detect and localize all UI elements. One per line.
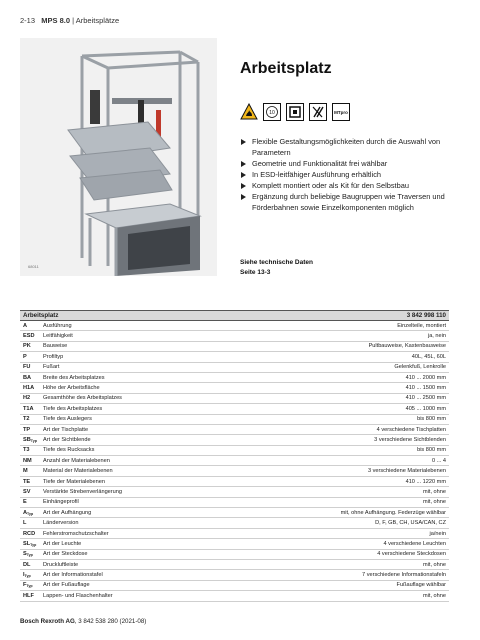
spec-code	[20, 447, 43, 453]
spec-row	[20, 435, 449, 445]
spec-value: 40L, 45L, 60L	[411, 353, 446, 360]
spec-code	[20, 541, 43, 547]
spec-code	[20, 551, 43, 557]
spec-name: Art der Steckdose	[43, 551, 88, 558]
esd-warning-icon	[240, 103, 258, 121]
spec-name: Einhängeprofil	[43, 499, 79, 506]
spec-code-text: T2	[23, 416, 30, 423]
spec-code	[20, 520, 43, 526]
spec-row	[20, 342, 449, 352]
page-reference: 2-13	[20, 16, 36, 25]
spec-code-text: SV	[23, 488, 31, 495]
spec-name: Art der Informationstafel	[43, 572, 103, 579]
spec-name: Tiefe des Arbeitsplatzes	[43, 405, 103, 412]
spec-code-subscript: Typ	[24, 574, 31, 579]
spec-code	[20, 364, 43, 370]
mtpro-label: MTpro	[334, 110, 348, 115]
spec-value: Fußauflage wählbar	[396, 582, 446, 589]
product-name: MPS 8.0	[41, 16, 71, 25]
spec-code	[20, 354, 43, 360]
spec-name: Art der Fußauflage	[43, 582, 90, 589]
spec-table	[20, 310, 449, 602]
spec-code	[20, 458, 43, 464]
spec-name: Tiefe der Materialebenen	[43, 478, 105, 485]
spec-code-text: L	[23, 520, 27, 527]
reference-line-1: Siehe technische Daten	[240, 259, 313, 266]
spec-code-subscript: Typ	[30, 542, 37, 547]
spec-code-text: A	[23, 509, 28, 516]
spec-row	[20, 321, 449, 331]
spec-code	[20, 479, 43, 485]
spec-name: Leitfähigkeit	[43, 333, 73, 340]
spec-value: mit, ohne	[422, 592, 446, 599]
technical-data-reference	[240, 258, 313, 277]
spec-code	[20, 489, 43, 495]
spec-row	[20, 529, 449, 539]
footer-document: , 3 842 538 280 (2021-08)	[74, 618, 147, 625]
spec-value: 405 ... 1000 mm	[405, 405, 446, 412]
spec-code-subscript: Typ	[26, 584, 33, 589]
spec-name: Länderversion	[43, 520, 79, 527]
spec-name: Bauweise	[43, 343, 68, 350]
feature-icons	[240, 103, 350, 121]
spec-row	[20, 591, 449, 601]
spec-code-text: BA	[23, 374, 32, 381]
spec-value: 4 verschiedene Steckdosen	[377, 551, 446, 558]
feature-item: Komplett montiert oder als Kit für den Selbstbau	[240, 180, 465, 191]
workstation-illustration	[20, 38, 217, 276]
spec-table-title: Arbeitsplatz	[23, 312, 59, 319]
spec-row	[20, 487, 449, 497]
spec-name: Art der Tischplatte	[43, 426, 89, 433]
spec-table-body	[20, 321, 449, 602]
mtpro-icon	[332, 103, 350, 121]
spec-value: Einzelteile, montiert	[397, 322, 446, 329]
spec-code-subscript: Typ	[30, 438, 37, 443]
spec-code	[20, 468, 43, 474]
spec-code-text: RCD	[23, 530, 36, 537]
spec-code-text: F	[23, 582, 27, 589]
spec-row	[20, 352, 449, 362]
spec-row	[20, 363, 449, 373]
feature-item: Ergänzung durch beliebige Baugruppen wie Traversen und Förderbahnen sowie Einzelkomponenten möglich	[240, 191, 465, 213]
page-footer	[20, 618, 146, 625]
spec-value: mit, ohne	[422, 561, 446, 568]
profile-frame-icon	[286, 103, 304, 121]
spec-code-text: M	[23, 468, 28, 475]
spec-name: Profiltyp	[43, 353, 64, 360]
spec-name: Gesamthöhe des Arbeitsplatzes	[43, 395, 122, 402]
spec-row	[20, 425, 449, 435]
spec-code	[20, 323, 43, 329]
spec-row	[20, 383, 449, 393]
spec-code-subscript: Typ	[27, 511, 34, 516]
reference-line-2: Seite 13-3	[240, 268, 271, 276]
spec-value: 410 ... 2000 mm	[405, 374, 446, 381]
spec-name: Art der Leuchte	[43, 540, 82, 547]
spec-name: Material der Materialebenen	[43, 468, 113, 475]
spec-name: Ausführung	[43, 322, 72, 329]
spec-code-text: TE	[23, 478, 31, 485]
page-header	[20, 16, 119, 25]
part-number: 3 842 998 110	[406, 312, 446, 319]
spec-code	[20, 385, 43, 391]
page-title: Arbeitsplatz	[240, 60, 332, 77]
spec-code-text: FU	[23, 364, 31, 371]
spec-row	[20, 498, 449, 508]
spec-name: Tiefe des Rucksacks	[43, 447, 95, 454]
spec-value: ja, nein	[427, 333, 446, 340]
spec-value: 410 ... 1220 mm	[405, 478, 446, 485]
spec-value: 7 verschiedene Informationstafeln	[362, 572, 446, 579]
spec-value: bis 800 mm	[417, 447, 446, 454]
spec-value: 0 ... 4	[432, 457, 446, 464]
spec-name: Druckluftleiste	[43, 561, 79, 568]
spec-name: Tiefe des Auslegers	[43, 416, 92, 423]
spec-name: Fehlerstromschutzschalter	[43, 530, 109, 537]
spec-code-text: SL	[23, 540, 31, 547]
spec-code-text: T1A	[23, 405, 34, 412]
spec-code	[20, 333, 43, 339]
spec-code	[20, 499, 43, 505]
spec-value: 410 ... 1500 mm	[405, 385, 446, 392]
spec-code-text: NM	[23, 457, 32, 464]
spec-row	[20, 466, 449, 476]
spec-code	[20, 416, 43, 422]
spec-code	[20, 593, 43, 599]
image-code: 68011	[28, 264, 39, 269]
spec-code-text: SB	[23, 436, 31, 443]
tools-icon	[309, 103, 327, 121]
workstation-image	[20, 38, 217, 276]
spec-code-text: H1A	[23, 385, 35, 392]
spec-value: mit, ohne	[422, 499, 446, 506]
spec-code	[20, 437, 43, 443]
spec-value: 4 verschiedene Leuchten	[383, 540, 446, 547]
spec-code	[20, 582, 43, 588]
spec-code-text: E	[23, 499, 27, 506]
rotation-10-icon	[263, 103, 281, 121]
spec-row	[20, 394, 449, 404]
spec-name: Breite des Arbeitsplatzes	[43, 374, 105, 381]
spec-name: Art der Sichtblende	[43, 436, 91, 443]
spec-row	[20, 373, 449, 383]
spec-value: bis 800 mm	[417, 416, 446, 423]
spec-value: 4 verschiedene Tischplatten	[376, 426, 446, 433]
spec-row	[20, 446, 449, 456]
spec-code	[20, 375, 43, 381]
spec-value: Pultbauweise, Kastenbauweise	[368, 343, 446, 350]
section-name: Arbeitsplätze	[75, 16, 120, 25]
spec-row	[20, 456, 449, 466]
rotation-label: 10	[269, 110, 275, 116]
spec-row	[20, 518, 449, 528]
spec-name: Fußart	[43, 364, 60, 371]
spec-row	[20, 415, 449, 425]
spec-code-text: S	[23, 551, 27, 558]
spec-code-text: TP	[23, 426, 31, 433]
spec-value: 410 ... 2500 mm	[405, 395, 446, 402]
spec-code-text: H2	[23, 395, 31, 402]
spec-value: ja/nein	[429, 530, 446, 537]
spec-row	[20, 508, 449, 518]
spec-code	[20, 531, 43, 537]
spec-code	[20, 572, 43, 578]
spec-value: 3 verschiedene Sichtblenden	[374, 436, 446, 443]
feature-list	[240, 136, 465, 213]
spec-value: mit, ohne Aufhängung. Federzüge wählbar	[340, 509, 446, 516]
spec-name: Lappen- und Flaschenhalter	[43, 592, 113, 599]
spec-name: Anzahl der Materialebenen	[43, 457, 110, 464]
feature-item: Flexible Gestaltungsmöglichkeiten durch die Auswahl von Parametern	[240, 136, 465, 158]
feature-item: In ESD-leitfähiger Ausführung erhältlich	[240, 169, 465, 180]
spec-code	[20, 395, 43, 401]
spec-code	[20, 406, 43, 412]
spec-code-text: PK	[23, 343, 31, 350]
spec-name: Verstärkte Strebenverlängerung	[43, 488, 122, 495]
spec-value: 3 verschiedene Materialebenen	[367, 468, 446, 475]
spec-code-subscript: Typ	[26, 553, 33, 558]
spec-row	[20, 331, 449, 341]
spec-code-text: A	[23, 322, 28, 329]
footer-company: Bosch Rexroth AG	[20, 618, 75, 625]
spec-name: Höhe der Arbeitsfläche	[43, 385, 100, 392]
spec-table-header	[20, 310, 449, 321]
spec-code-text: DL	[23, 561, 31, 568]
spec-row	[20, 570, 449, 580]
feature-item: Geometrie und Funktionalität frei wählbar	[240, 158, 465, 169]
spec-code-text: T3	[23, 447, 30, 454]
header-separator: |	[72, 16, 75, 25]
spec-row	[20, 404, 449, 414]
spec-code	[20, 343, 43, 349]
spec-row	[20, 560, 449, 570]
spec-code-text: P	[23, 353, 27, 360]
spec-code	[20, 562, 43, 568]
spec-value: D, F, GB, CH, USA/CAN, CZ	[375, 520, 446, 527]
spec-code-text: I	[23, 572, 25, 579]
spec-row	[20, 581, 449, 591]
spec-name: Art der Aufhängung	[43, 509, 92, 516]
spec-row	[20, 550, 449, 560]
spec-code	[20, 510, 43, 516]
spec-code-text: HLF	[23, 592, 34, 599]
spec-value: mit, ohne	[422, 488, 446, 495]
spec-code-text: ESD	[23, 333, 35, 340]
spec-value: Gelenkfuß, Lenkrolle	[394, 364, 446, 371]
spec-code	[20, 427, 43, 433]
spec-row	[20, 477, 449, 487]
spec-row	[20, 539, 449, 549]
